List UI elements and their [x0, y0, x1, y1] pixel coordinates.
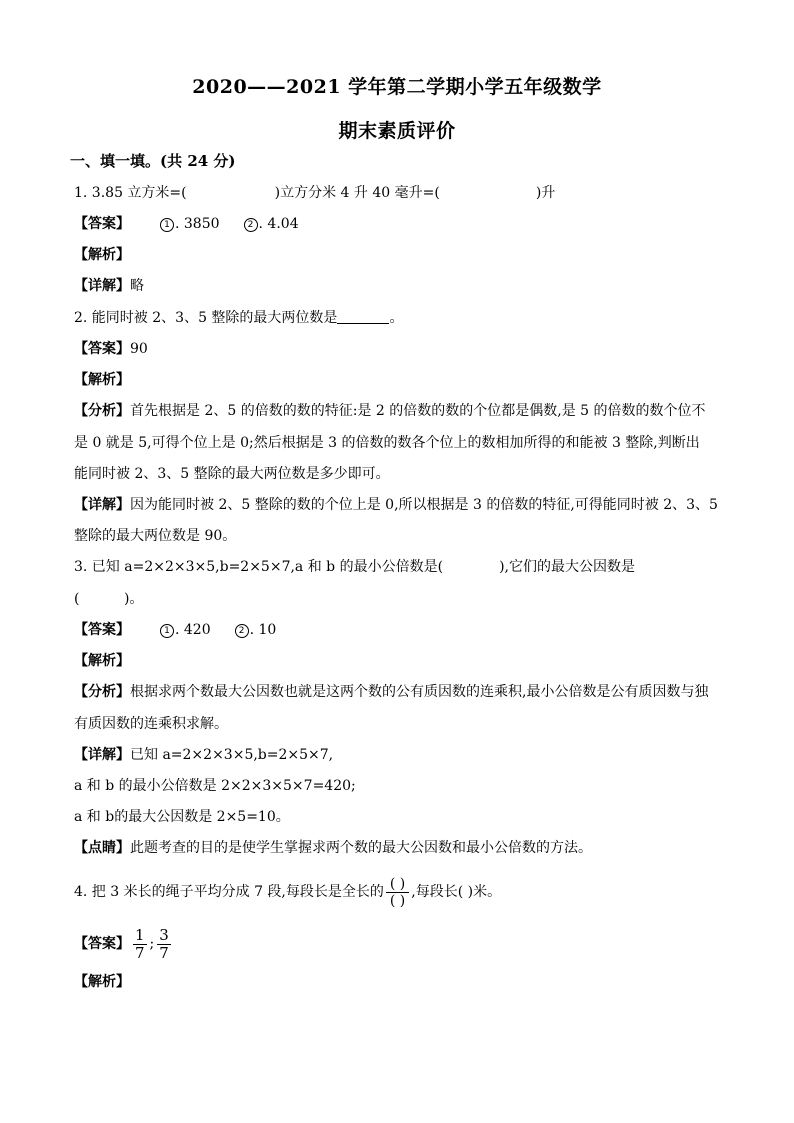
- fenxi-3-line-1: [74, 683, 708, 701]
- answer-3-value-1: . 420: [175, 622, 211, 638]
- detail-3-line-3: a 和 b的最大公因数是 2×5=10。: [74, 809, 290, 825]
- detail-tag: 【详解】: [74, 278, 130, 294]
- analysis-tag: 【解析】: [74, 247, 130, 263]
- analysis-1: [74, 246, 130, 264]
- fraction-blank-numerator: ( ): [386, 876, 409, 893]
- detail-3-line-1: [74, 746, 333, 764]
- question-1-suffix: )升: [535, 185, 556, 201]
- dianjing-3-text: 此题考查的目的是使学生掌握求两个数的最大公因数和最小公倍数的方法。: [130, 840, 592, 856]
- analysis-tag: 【解析】: [74, 974, 130, 990]
- question-4-suffix: ,每段长( )米。: [411, 884, 502, 900]
- analysis-4: [74, 973, 130, 991]
- answer-3-value-2: . 10: [249, 622, 277, 638]
- answer-2: [74, 340, 148, 358]
- detail-tag: 【详解】: [74, 747, 130, 763]
- fraction-denominator: 7: [159, 943, 169, 962]
- fenxi-tag: 【分析】: [74, 403, 130, 419]
- circled-number-icon: 2: [244, 218, 258, 232]
- fraction-numerator: 1: [135, 925, 145, 944]
- fraction-blank-denominator: ( ): [389, 892, 406, 909]
- analysis-3: [74, 652, 130, 670]
- detail-2-line-2: 整除的最大两位数是 90。: [74, 528, 237, 544]
- fraction-blank: [386, 876, 409, 909]
- fenxi-2-line-1: [74, 402, 706, 420]
- question-3-line-2: ( )。: [74, 591, 144, 607]
- fenxi-tag: 【分析】: [74, 684, 130, 700]
- detail-1: [74, 277, 144, 295]
- document-subtitle: 期末素质评价: [338, 120, 456, 142]
- question-1-prefix: 1. 3.85 立方米=(: [74, 185, 187, 201]
- question-1-mid: )立方分米 4 升 40 毫升=(: [274, 185, 440, 201]
- question-4: [74, 872, 501, 912]
- circled-number-icon: 1: [160, 624, 174, 638]
- question-3-prefix: 3. 已知 a=2×2×3×5,b=2×5×7,a 和 b 的最小公倍数是(: [74, 559, 444, 575]
- answer-4: [74, 924, 174, 964]
- answer-tag: 【答案】: [74, 341, 130, 357]
- answer-3: [74, 621, 276, 639]
- detail-3-text-1: 已知 a=2×2×3×5,b=2×5×7,: [130, 747, 334, 763]
- fenxi-2-line-3: 能同时被 2、3、5 整除的最大两位数是多少即可。: [74, 466, 390, 482]
- answer-2-value: 90: [130, 341, 148, 357]
- answer-tag: 【答案】: [74, 936, 130, 952]
- circled-number-icon: 1: [160, 218, 174, 232]
- analysis-tag: 【解析】: [74, 372, 130, 388]
- answer-4-fraction-2: [157, 927, 171, 962]
- answer-4-fraction-1: [133, 927, 147, 962]
- dianjing-tag: 【点睛】: [74, 840, 130, 856]
- answer-tag: 【答案】: [74, 216, 130, 232]
- answer-tag: 【答案】: [74, 622, 130, 638]
- fenxi-2-line-2: 是 0 就是 5,可得个位上是 0;然后根据是 3 的倍数的数各个位上的数相加所得的和能被 3 整除,判断出: [74, 435, 700, 451]
- question-2-prefix: 2. 能同时被 2、3、5 整除的最大两位数是: [74, 310, 338, 326]
- answer-1-value-2: . 4.04: [258, 216, 299, 232]
- answer-1: [74, 215, 299, 233]
- question-3-suffix: ),它们的最大公因数是: [499, 559, 635, 575]
- fenxi-2-text-1: 首先根据是 2、5 的倍数的数的特征:是 2 的倍数的数的个位都是偶数,是 5 的倍数的数个位不: [130, 403, 706, 419]
- detail-2-text-1: 因为能同时被 2、5 整除的数的个位上是 0,所以根据是 3 的倍数的特征,可得能同时被 2、3、5: [130, 497, 718, 513]
- dianjing-3: [74, 839, 592, 857]
- answer-separator: ;: [149, 936, 155, 952]
- detail-2-line-1: [74, 496, 718, 514]
- section-heading: 一、填一填。(共 24 分): [70, 152, 236, 170]
- question-4-prefix: 4. 把 3 米长的绳子平均分成 7 段,每段长是全长的: [74, 884, 384, 900]
- question-1: [74, 184, 555, 202]
- question-2: [74, 309, 403, 327]
- analysis-tag: 【解析】: [74, 653, 130, 669]
- answer-1-value-1: . 3850: [175, 216, 220, 232]
- fraction-numerator: 3: [159, 925, 169, 944]
- fenxi-3-text-1: 根据求两个数最大公因数也就是这两个数的公有质因数的连乘积,最小公倍数是公有质因数与独: [130, 684, 709, 700]
- question-2-suffix: 。: [389, 310, 404, 326]
- detail-3-line-2: a 和 b 的最小公倍数是 2×2×3×5×7=420;: [74, 778, 356, 794]
- detail-tag: 【详解】: [74, 497, 130, 513]
- circled-number-icon: 2: [235, 624, 249, 638]
- question-3-line-1: [74, 558, 635, 576]
- detail-1-text: 略: [130, 278, 144, 294]
- document-title: 2020——2021 学年第二学期小学五年级数学: [192, 76, 602, 98]
- fraction-denominator: 7: [135, 943, 145, 962]
- answer-blank: [337, 309, 389, 324]
- analysis-2: [74, 371, 130, 389]
- fenxi-3-line-2: 有质因数的连乘积求解。: [74, 716, 228, 732]
